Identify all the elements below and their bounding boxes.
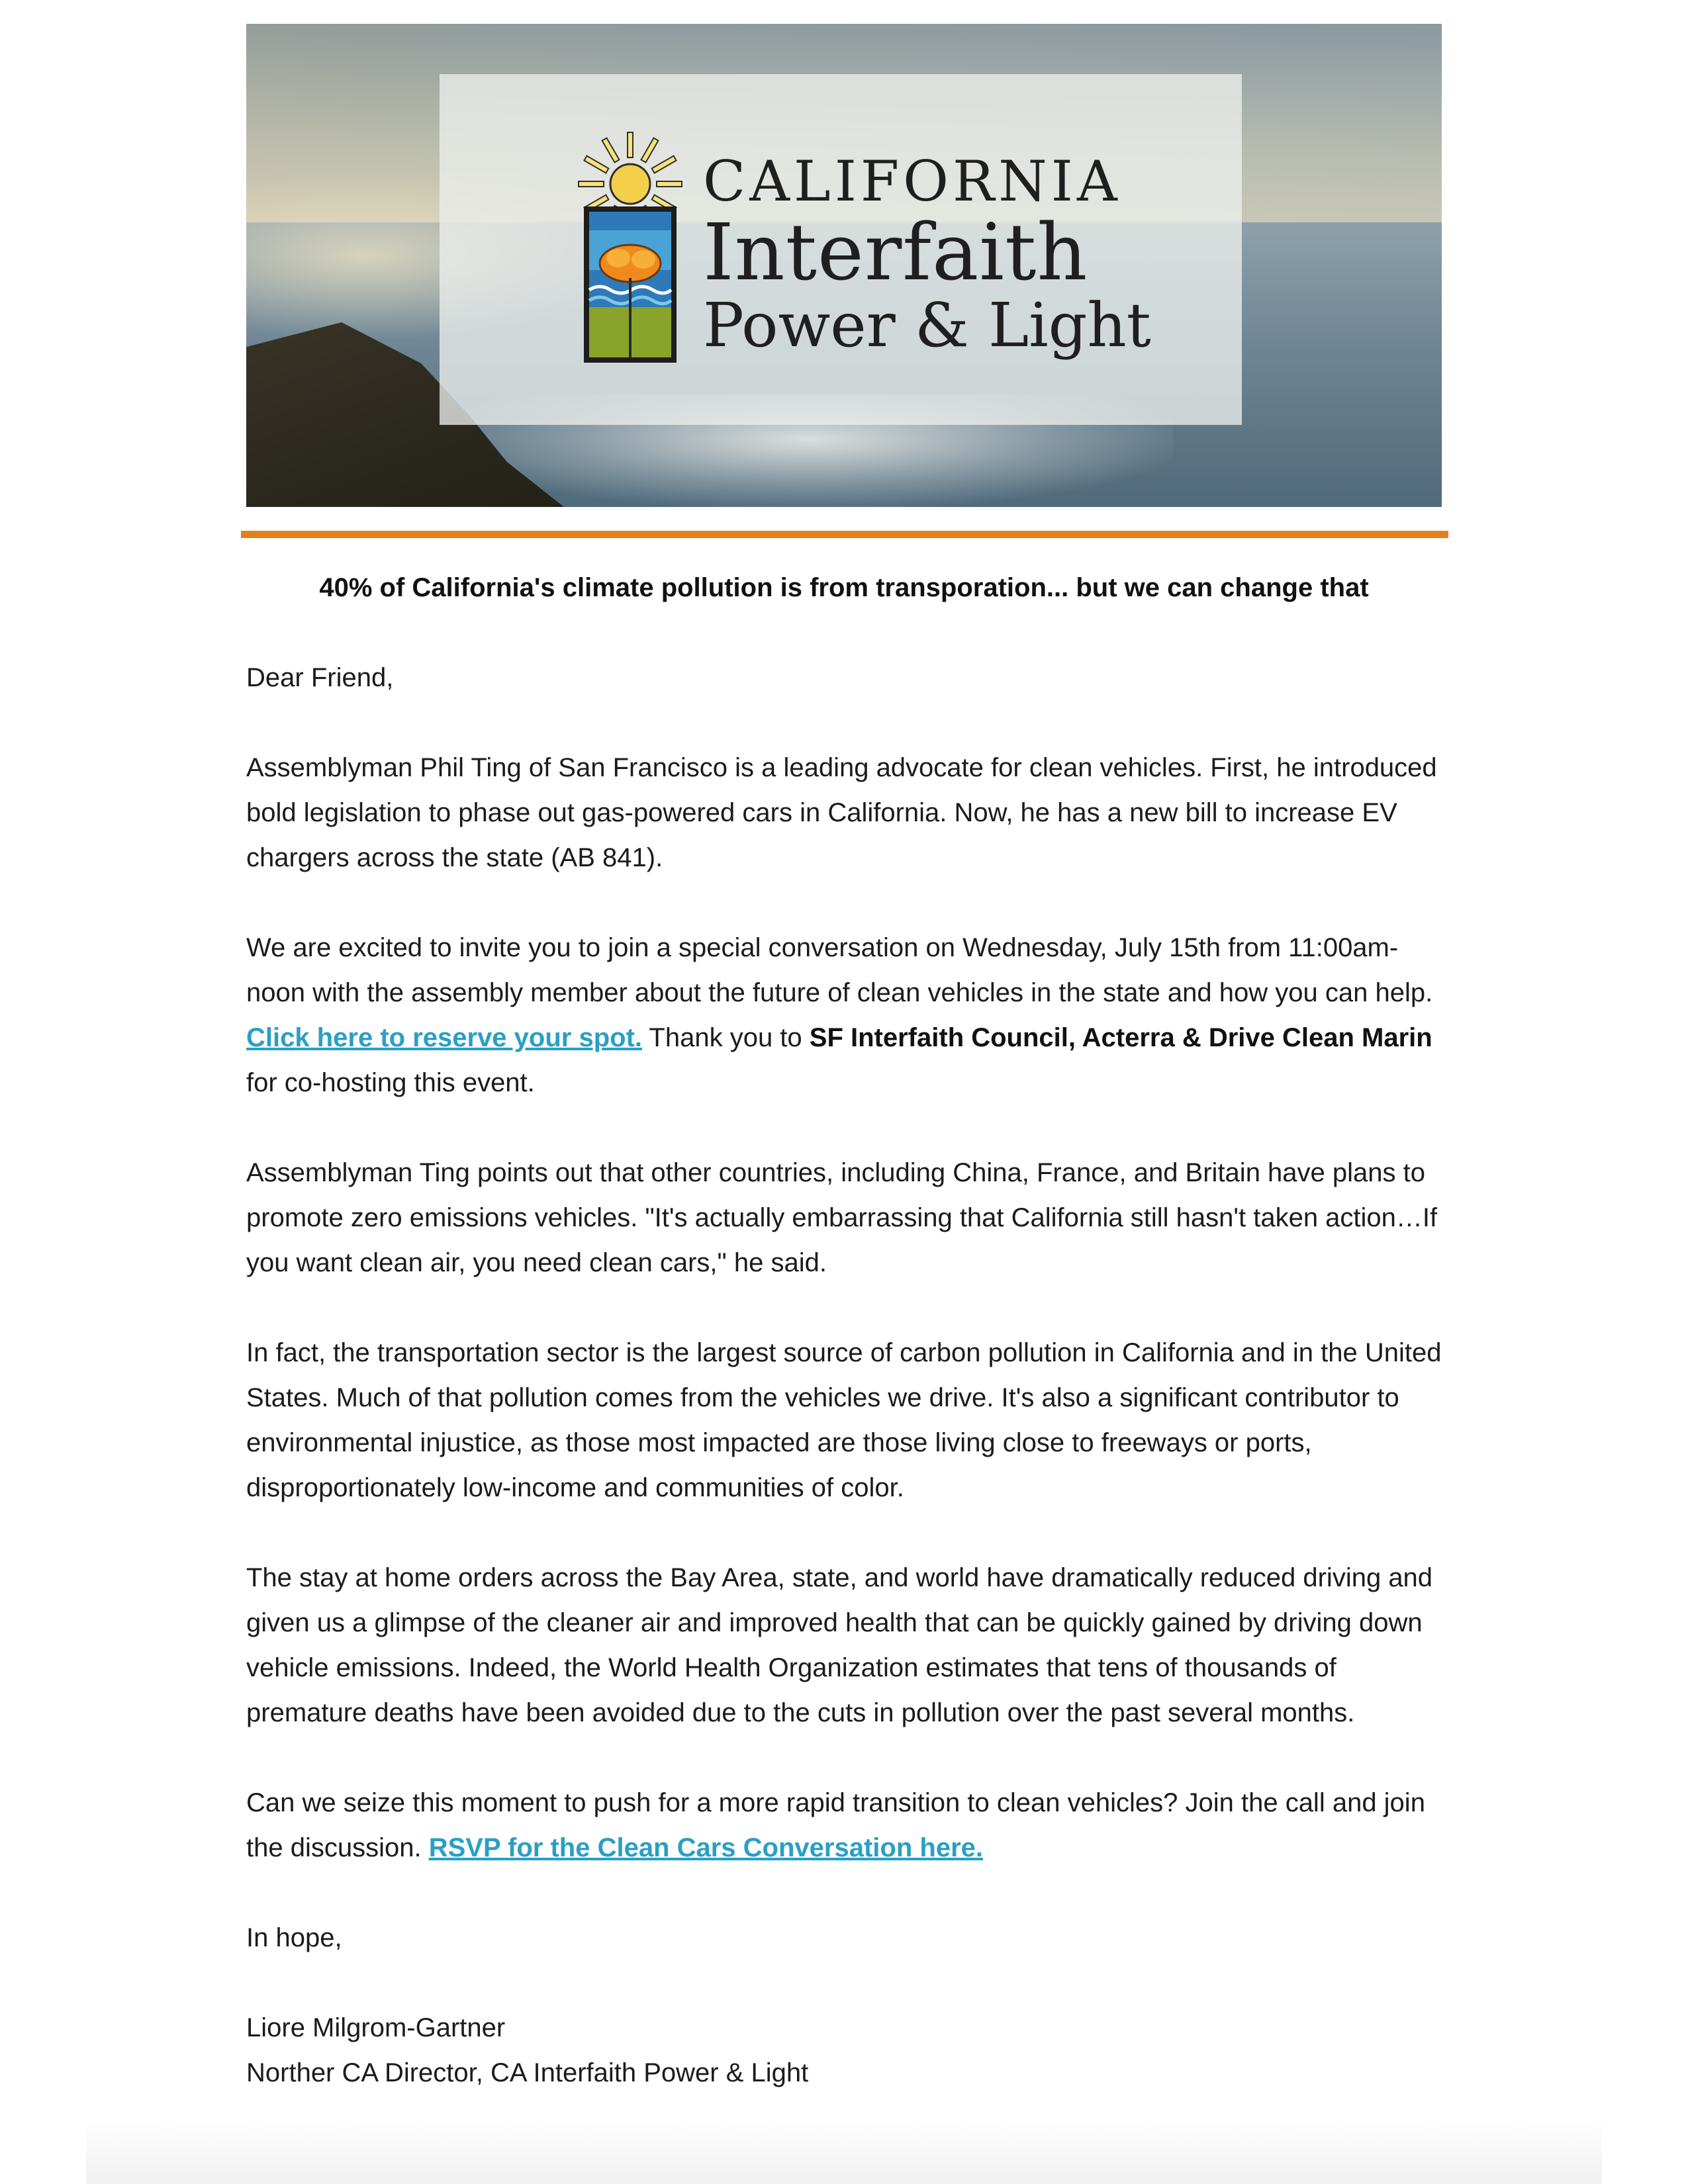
rsvp-link[interactable]: RSVP for the Clean Cars Conversation here. [428,1833,983,1862]
signature-name: Liore Milgrom-Gartner [246,2013,506,2042]
logo-line-power-light: Power & Light [703,290,1151,361]
signature-title: Norther CA Director, CA Interfaith Power & Light [246,2058,809,2087]
greeting: Dear Friend, [246,663,394,692]
thanks-text: Thank you to [642,1023,810,1052]
reserve-spot-link[interactable]: Click here to reserve your spot. [246,1023,643,1052]
paragraph-invitation [246,925,1442,1105]
rsvp-text: Can we seize this moment to push for a more rapid transition to clean vehicles? Join the call and join the discussion. [246,1788,1425,1862]
orange-divider [241,531,1448,538]
page-bottom-shade [86,2118,1602,2184]
co-hosts: SF Interfaith Council, Acterra & Drive Clean Marin [809,1023,1432,1052]
email-content [246,655,1442,2095]
paragraph-transportation-sector: In fact, the transportation sector is the largest source of carbon pollution in California and in the United States. Much of that pollution comes from the vehicles we drive. It's also a significant contributor to environmental injustice, as those most impacted are those living close to freeways or ports, disproportionately low-income and communities of color. [246,1338,1442,1502]
closing: In hope, [246,1923,342,1952]
logo-line-california: CALIFORNIA [703,149,1121,214]
paragraph-rsvp [246,1780,1442,1870]
header-banner [246,24,1442,507]
logo-sun-window-icon [577,131,683,363]
co-hosting-text: for co-hosting this event. [246,1068,535,1097]
paragraph-stay-at-home: The stay at home orders across the Bay Area, state, and world have dramatically reduced driving and given us a glimpse of the cleaner air and improved health that can be quickly gained by driving down vehicle emissions. Indeed, the World Health Organization estimates that tens of thousands of premature deaths have been avoided due to the cuts in pollution over the past several months. [246,1563,1433,1727]
paragraph-ting-quote: Assemblyman Ting points out that other countries, including China, France, and Britain have plans to promote zero emissions vehicles. "It's actually embarrassing that California still hasn't taken action…If you want clean air, you need clean cars," he said. [246,1158,1438,1277]
invitation-text: We are excited to invite you to join a special conversation on Wednesday, July 15th from 11:00am-noon with the assembly member about the future of clean vehicles in the state and how you can help. [246,933,1433,1007]
paragraph-ting-intro: Assemblyman Phil Ting of San Francisco is a leading advocate for clean vehicles. First, he introduced bold legislation to phase out gas-powered cars in California. Now, he has a new bill to increase EV chargers across the state (AB 841). [246,753,1437,872]
email-body [246,24,1442,2087]
email-headline: 40% of California's climate pollution is from transporation... but we can change that [319,573,1369,602]
logo-wordmark [703,150,1166,360]
logo-line-interfaith: Interfaith [703,206,1088,298]
